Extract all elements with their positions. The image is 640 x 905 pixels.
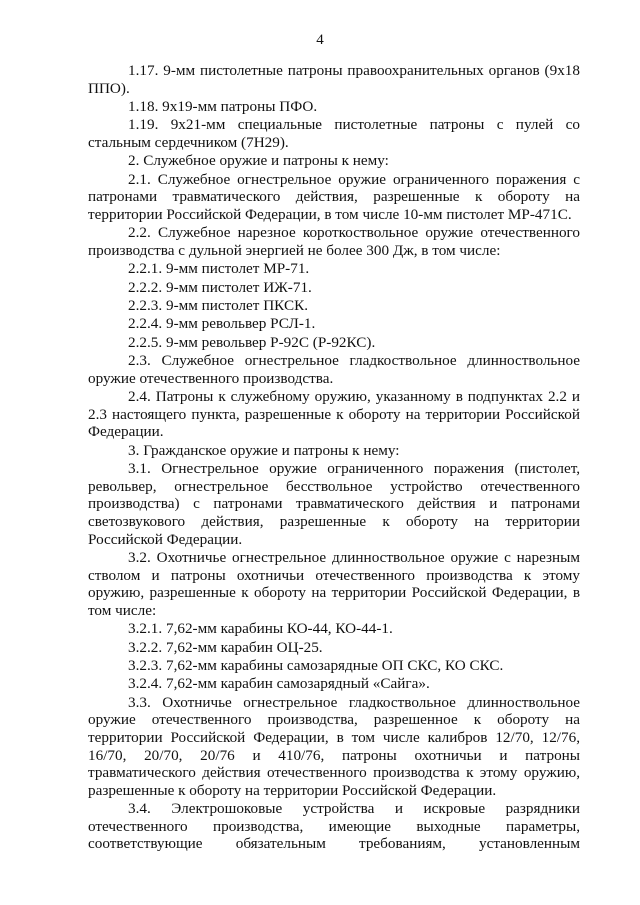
paragraph-1-17: 1.17. 9-мм пистолетные патроны правоохранительных органов (9x18 ППО). [88,62,580,97]
paragraph-2-2-4: 2.2.4. 9-мм револьвер РСЛ-1. [128,315,316,333]
paragraph-3-2: 3.2. Охотничье огнестрельное длинноствольное оружие с нарезным стволом и патроны охотничьи отечественного производства к этому оружию, разрешенные к обороту на территории Российской Федерации, в том числе: [88,548,580,619]
paragraph-3-2-3: 3.2.3. 7,62-мм карабины самозарядные ОП СКС, КО СКС. [128,656,504,674]
paragraph-2-2-1: 2.2.1. 9-мм пистолет МР-71. [128,260,310,278]
document-body [88,62,580,853]
paragraph-3-4: 3.4. Электрошоковые устройства и искровые разрядники отечественного производства, имеющие выходные параметры, соответствующие обязательным требованиям, установленным [88,800,580,853]
paragraph-2-2-5: 2.2.5. 9-мм револьвер Р-92С (Р-92КС). [128,333,376,351]
paragraph-2: 2. Служебное оружие и патроны к нему: [128,152,389,170]
paragraph-3-1: 3.1. Огнестрельное оружие ограниченного поражения (пистолет, револьвер, огнестрельное бесствольное устройство отечественного производства) с патронами травматического действия и патронами светозвукового действия, разрешенные к обороту на территории Российской Федерации. [88,460,580,548]
paragraph-3-3: 3.3. Охотничье огнестрельное гладкоствольное длинноствольное оружие отечественного производства, разрешенное к обороту на территории Российской Федерации, в том числе калибров 12/70, 12/76, 16/70, 20/70, 20/76 и 410/76, патроны охотничьи и патроны травматического действия отечественного производства к этому оружию, разрешенные к обороту на территории Российской Федерации. [88,693,580,799]
paragraph-2-3: 2.3. Служебное огнестрельное гладкоствольное длинноствольное оружие отечественного производства. [88,352,580,387]
paragraph-2-2-3: 2.2.3. 9-мм пистолет ПКСК. [128,297,308,315]
paragraph-3-2-1: 3.2.1. 7,62-мм карабины КО-44, КО-44-1. [128,620,393,638]
page-number: 4 [316,32,324,48]
paragraph-1-18: 1.18. 9x19-мм патроны ПФО. [128,97,318,115]
paragraph-2-2: 2.2. Служебное нарезное короткоствольное оружие отечественного производства с дульной энергией не более 300 Дж, в том числе: [88,224,580,259]
paragraph-3-2-2: 3.2.2. 7,62-мм карабин ОЦ-25. [128,638,323,656]
paragraph-2-2-2: 2.2.2. 9-мм пистолет ИЖ-71. [128,278,312,296]
paragraph-3-2-4: 3.2.4. 7,62-мм карабин самозарядный «Сайга». [128,675,430,693]
paragraph-3: 3. Гражданское оружие и патроны к нему: [128,441,400,459]
paragraph-2-4: 2.4. Патроны к служебному оружию, указанному в подпунктах 2.2 и 2.3 настоящего пункта, разрешенные к обороту на территории Российской Федерации. [88,388,580,441]
paragraph-2-1: 2.1. Служебное огнестрельное оружие ограниченного поражения с патронами травматического действия, разрешенные к обороту на территории Российской Федерации, в том числе 10-мм пистолет МР-471С. [88,170,580,223]
paragraph-1-19: 1.19. 9x21-мм специальные пистолетные патроны с пулей со стальным сердечником (7Н29). [88,116,580,151]
